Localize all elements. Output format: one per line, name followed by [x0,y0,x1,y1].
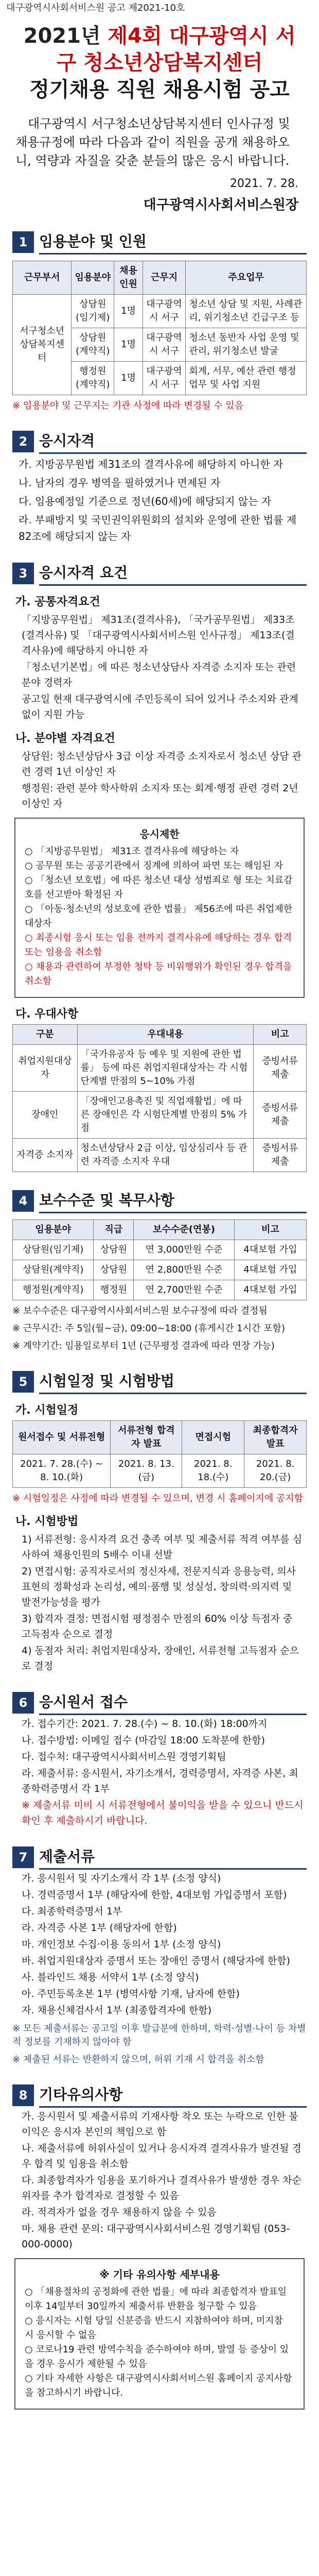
section-number: 3 [12,563,34,584]
table-cell: 대구광역시 서구 [143,328,186,362]
issuing-org: 대구광역시사회서비스원장 [143,197,298,213]
list-item: 가. 지방공무원법 제31조의 결격사유에 해당하지 아니한 자 [19,458,283,470]
table-cell: 행정원 [94,1280,134,1300]
section-heading: 응시원서 접수 [39,1691,307,1715]
subsection-heading: 다. 우대사항 [15,1008,79,1021]
title-block [14,16,305,103]
paragraph: 4) 동점자 처리: 취업지원대상자, 장애인, 서류전형 고득점자 순으로 결정 [22,1645,299,1672]
document-header-line: 대구광역시사회서비스원 공고 제2021-10호 [6,3,185,13]
section-heading: 제출서류 [39,1845,307,1870]
document-title-line2: 정기채용 직원 채용시험 공고 [29,78,290,101]
section-title [12,429,307,454]
paragraph: 아. 주민등록초본 1부 (병역사항 기재, 남자에 한함) [22,1988,240,1999]
table-header: 주요업무 [186,261,307,295]
table-header: 서류전형 합격자 발표 [111,1421,182,1454]
table-cell: 청소년상담사 2급 이상, 임상심리사 등 관련 자격증 소지자 우대 [77,1139,254,1172]
table-cell: 행정원(계약직) [72,362,114,395]
table-header: 비고 [234,1220,306,1240]
subsection-heading: 가. 공통자격요건 [15,596,100,608]
list-item: 나. 남자의 경우 병역을 필하였거나 면제된 자 [19,477,221,489]
section-positions [12,230,307,413]
table-cell: 1명 [114,295,143,328]
box-line: ○ 코로나19 관련 방역수칙을 준수하여야 하며, 발열 등 증상이 있을 경우 응시가 제한될 수 있음 [25,2344,289,2369]
table-cell: 상담원 [94,1240,134,1260]
box-line: ○ 「아동·청소년의 성보호에 관한 법률」 제56조에 따른 취업제한 대상자 [25,904,293,929]
table-cell: 2021. 7. 28.(수) ~ 8. 10.(화) [13,1454,111,1488]
positions-table [12,261,307,395]
paragraph: 마. 채용 관련 문의: 대구광역시사회서비스원 경영기획팀 (053-000-0000) [22,2223,290,2250]
title-org: 제4회 대구광역시 서구 청소년상담복지센터 [56,24,296,75]
paragraph: 가. 응시원서 및 제출서류의 기재사항 착오 또는 누락으로 인한 불이익은 응시자 본인의 책임으로 함 [22,2111,298,2138]
box-line: ○ 「청소년 보호법」에 따른 청소년 대상 성범죄로 형 또는 치료감호를 선고받아 확정된 자 [25,875,293,900]
table-cell: 4대보험 가입 [234,1280,306,1300]
section-other-notes [12,2083,307,2410]
document-title-line1 [14,23,305,76]
section-application [12,1690,307,1828]
table-cell: 상담원 [94,1260,134,1280]
table-cell: 연 2,700만원 수준 [134,1280,234,1300]
list-item: 라. 부패방지 및 국민권익위원회의 설치와 운영에 관한 법률 제82조에 해당되지 않는 자 [19,514,297,543]
list-item: 다. 임용예정일 기준으로 정년(60세)에 해당되지 않는 자 [19,495,272,507]
section-title [12,561,307,586]
table-cell: 4대보험 가입 [234,1240,306,1260]
paragraph: 나. 접수방법: 이메일 접수 (마감일 18:00 도착분에 한함) [22,1735,265,1746]
section-salary [12,1189,307,1353]
table-cell: 회계, 서무, 예산 관련 행정업무 및 사업 지원 [186,362,307,395]
note: ※ 모든 제출서류는 공고일 이후 발급분에 한하며, 학력·성별·나이 등 차별적 정보를 기재하지 않아야 함 [12,2023,306,2047]
section-title [12,1369,307,1394]
paragraph: 1) 서류전형: 응시자격 요건 충족 여부 및 제출서류 적격 여부를 심사하여 채용인원의 5배수 이내 선발 [22,1534,303,1561]
subsection-heading: 가. 시험일정 [15,1404,79,1417]
paragraph: 라. 제출서류: 응시원서, 자기소개서, 경력증명서, 자격증 사본, 최종학력증명서 각 1부 [22,1768,298,1794]
paragraph: 사. 블라인드 채용 서약서 1부 (소정 양식) [22,1972,199,1983]
section-heading: 응시자격 요건 [39,562,307,586]
table-cell: 2021. 8. 13.(금) [111,1454,182,1488]
table-row [13,1139,307,1172]
table-cell: 2021. 8. 18.(수) [182,1454,244,1488]
table-cell: 4대보험 가입 [234,1260,306,1280]
section-documents [12,1845,307,2066]
table-cell: 서구청소년상담복지센터 [13,295,72,395]
table-header: 원서접수 및 서류전형 [13,1421,111,1454]
notice-date: 2021. 7. 28. [230,177,298,190]
section-title [12,1845,307,1870]
table-header: 보수수준(연봉) [134,1220,234,1240]
table-cell: 1명 [114,328,143,362]
table-header: 직급 [94,1220,134,1240]
subsection-heading: 나. 시험방법 [15,1515,79,1528]
section-number: 7 [12,1846,34,1868]
section-requirements [12,561,307,1172]
note: ※ 근무시간: 주 5일(월~금), 09:00~18:00 (휴게시간 1시간 포함) [12,1323,286,1334]
table-cell: 증빙서류 제출 [254,1139,307,1172]
table-row [13,1260,307,1280]
table-row [13,1280,307,1300]
table-cell: 상담원(계약직) [72,328,114,362]
table-cell: 행정원(계약직) [13,1280,94,1300]
box-line: ○ 공무원 또는 공공기관에서 징계에 의하여 파면 또는 해임된 자 [25,860,283,871]
box-line: ○ 기타 자세한 사항은 대구광역시사회서비스원 홈페이지 공지사항을 참고하시기 바랍니다. [25,2373,292,2398]
table-note: ※ 임용분야 및 근무지는 기관 사정에 따라 변경될 수 있음 [12,400,244,411]
paragraph: 「청소년기본법」에 따른 청소년상담사 자격증 소지자 또는 관련 분야 경력자 [22,662,296,688]
box-line: ○ 「지방공무원법」 제31조 결격사유에 해당하는 자 [25,846,239,857]
table-row [13,1045,307,1092]
table-cell: 「국가유공자 등 예우 및 지원에 관한 법률」 등에 따른 취업지원대상자는 각 시험단계별 만점의 5~10% 가점 [77,1045,254,1092]
table-header: 최종합격자 발표 [244,1421,307,1454]
paragraph: 나. 경력증명서 1부 (해당자에 한함, 4대보험 가입증명서 포함) [22,1889,287,1901]
table-row [13,295,307,328]
paragraph: 라. 적격자가 없을 경우 채용하지 않을 수 있음 [22,2207,217,2218]
section-schedule [12,1369,307,1674]
table-header: 임용분야 [13,1220,94,1240]
table-cell: 상담원(임기제) [13,1240,94,1260]
section-heading: 기타유의사항 [39,2083,307,2108]
box-line: ○ 최종시험 응시 또는 임용 전까지 결격사유에 해당하는 경우 합격 또는 임용을 취소함 [25,933,292,958]
notes-box [14,2258,305,2410]
table-header: 임용분야 [72,261,114,295]
table-header: 구분 [13,1025,78,1045]
paragraph: 바. 취업지원대상자 증명서 또는 장애인 증명서 (해당자에 한함) [22,1955,290,1967]
table-cell: 청소년 상담 및 지원, 사례관리, 위기청소년 긴급구조 등 [186,295,307,328]
box-line: ○ 채용과 관련하여 부정한 청탁 등 비위행위가 확인된 경우 합격을 취소함 [25,961,292,987]
paragraph: 가. 접수기간: 2021. 7. 28.(수) ~ 8. 10.(화) 18:00까지 [22,1718,268,1730]
section-heading: 임용분야 및 인원 [39,230,307,255]
table-cell: 대구광역시 서구 [143,362,186,395]
section-number: 4 [12,1190,34,1212]
paragraph: 2) 면접시험: 공직자로서의 정신자세, 전문지식과 응용능력, 의사표현의 정확성과 논리성, 예의·품행 및 성실성, 창의력·의지력 및 발전가능성을 평가 [22,1566,296,1608]
paragraph: 「지방공무원법」 제31조(결격사유), 「국가공무원법」 제33조(결격사유) 및 「대구광역시사회서비스원 인사규정」 제13조(결격사유)에 해당하지 아니한 자 [22,614,295,656]
table-cell: 자격증 소지자 [13,1139,78,1172]
section-heading: 시험일정 및 시험방법 [39,1370,307,1394]
section-number: 2 [12,431,34,452]
warning-text: ※ 제출서류 미비 시 서류전형에서 불이익을 받을 수 있으니 반드시 확인 후 제출하시기 바랍니다. [22,1800,304,1826]
paragraph: 행정원: 관련 분야 학사학위 소지자 또는 회계·행정 관련 경력 2년 이상인 자 [22,783,298,809]
paragraph: 다. 최종합격자가 임용을 포기하거나 결격사유가 발생한 경우 차순위자를 추가 합격자로 결정할 수 있음 [22,2175,302,2201]
table-cell: 취업지원대상자 [13,1045,78,1092]
table-row [13,1454,307,1488]
table-cell: 증빙서류 제출 [254,1045,307,1092]
table-cell: 증빙서류 제출 [254,1092,307,1139]
table-cell: 대구광역시 서구 [143,295,186,328]
section-heading: 보수수준 및 복무사항 [39,1189,307,1213]
table-cell: 연 2,800만원 수준 [134,1260,234,1280]
section-number: 8 [12,2084,34,2106]
paragraph: 나. 제출서류에 허위사실이 있거나 응시자격 결격사유가 발견될 경우 합격 및 임용을 취소함 [22,2143,302,2170]
section-title [12,1189,307,1213]
note: ※ 시험일정은 사정에 따라 변경될 수 있으며, 변경 시 홈페이지에 공지함 [12,1493,303,1504]
table-header: 근무지 [143,261,186,295]
table-header: 채용인원 [114,261,143,295]
section-title [12,230,307,255]
box-title: 응시제한 [139,828,180,840]
table-header: 비고 [254,1025,307,1045]
paragraph: 상담원: 청소년상담사 3급 이상 자격증 소지자로서 청소년 상담 관련 경력 1년 이상인 자 [22,751,302,777]
note: ※ 계약기간: 임용일로부터 1년 (근무평정 결과에 따라 연장 가능) [12,1341,275,1351]
table-row [13,1240,307,1260]
restriction-box [14,818,305,998]
paragraph: 자. 채용신체검사서 1부 (최종합격자에 한함) [22,2005,212,2016]
table-header: 우대내용 [77,1025,254,1045]
paragraph: 라. 자격증 사본 1부 (해당자에 한함) [22,1922,177,1934]
paragraph: 3) 합격자 결정: 면접시험 평정점수 만점의 60% 이상 득점자 중 고득점자 순으로 결정 [22,1613,293,1640]
table-header: 면접시험 [182,1421,244,1454]
table-row [13,1092,307,1139]
table-header: 근무부서 [13,261,72,295]
schedule-table [12,1420,307,1488]
table-cell: 상담원(임기제) [72,295,114,328]
paragraph: 다. 접수처: 대구광역시사회서비스원 경영기획팀 [22,1751,226,1762]
intro-paragraph: 대구광역시 서구청소년상담복지센터 인사규정 및 채용규정에 따라 다음과 같이 직원을 공개 채용하오니, 역량과 자질을 갖춘 분들의 많은 응시 바랍니다. [15,116,290,168]
paragraph: 다. 최종학력증명서 1부 [22,1906,122,1917]
paragraph: 가. 응시원서 및 자기소개서 각 1부 (소정 양식) [22,1873,221,1884]
note: ※ 제출된 서류는 반환하지 않으며, 허위 기재 시 합격을 취소함 [12,2054,264,2065]
box-line: ○ 「채용절차의 공정화에 관한 법률」에 따라 최종합격자 발표일 이후 14일부터 30일까지 제출서류 반환을 청구할 수 있음 [25,2286,287,2312]
section-heading: 응시자격 [39,430,307,454]
salary-table [12,1219,307,1300]
section-eligibility [12,429,307,545]
table-cell: 장애인 [13,1092,78,1139]
table-cell: 「장애인고용촉진 및 직업재활법」에 따른 장애인은 각 시험단계별 만점의 5% 가점 [77,1092,254,1139]
section-title [12,2083,307,2108]
paragraph: 마. 개인정보 수집·이용 동의서 1부 (소정 양식) [22,1939,221,1950]
paragraph: 공고일 현재 대구광역시에 주민등록이 되어 있거나 주소지와 관계없이 지원 가능 [22,693,298,720]
table-cell: 2021. 8. 20.(금) [244,1454,307,1488]
title-year: 2021년 [23,24,101,48]
section-number: 6 [12,1692,34,1714]
box-line: ○ 응시자는 시험 당일 신분증을 반드시 지참하여야 하며, 미지참 시 응시할 수 없음 [25,2315,283,2341]
table-cell: 1명 [114,362,143,395]
section-title [12,1690,307,1715]
section-number: 1 [12,231,34,253]
table-cell: 청소년 동반자 사업 운영 및 관리, 위기청소년 발굴 [186,328,307,362]
subsection-heading: 나. 분야별 자격요건 [15,732,115,745]
table-cell: 연 3,000만원 수준 [134,1240,234,1260]
note: ※ 보수수준은 대구광역시사회서비스원 보수규정에 따라 결정됨 [12,1306,268,1316]
preference-table [12,1024,307,1172]
section-number: 5 [12,1371,34,1393]
table-cell: 상담원(계약직) [13,1260,94,1280]
box-title: ※ 기타 유의사항 세부내용 [99,2268,220,2281]
